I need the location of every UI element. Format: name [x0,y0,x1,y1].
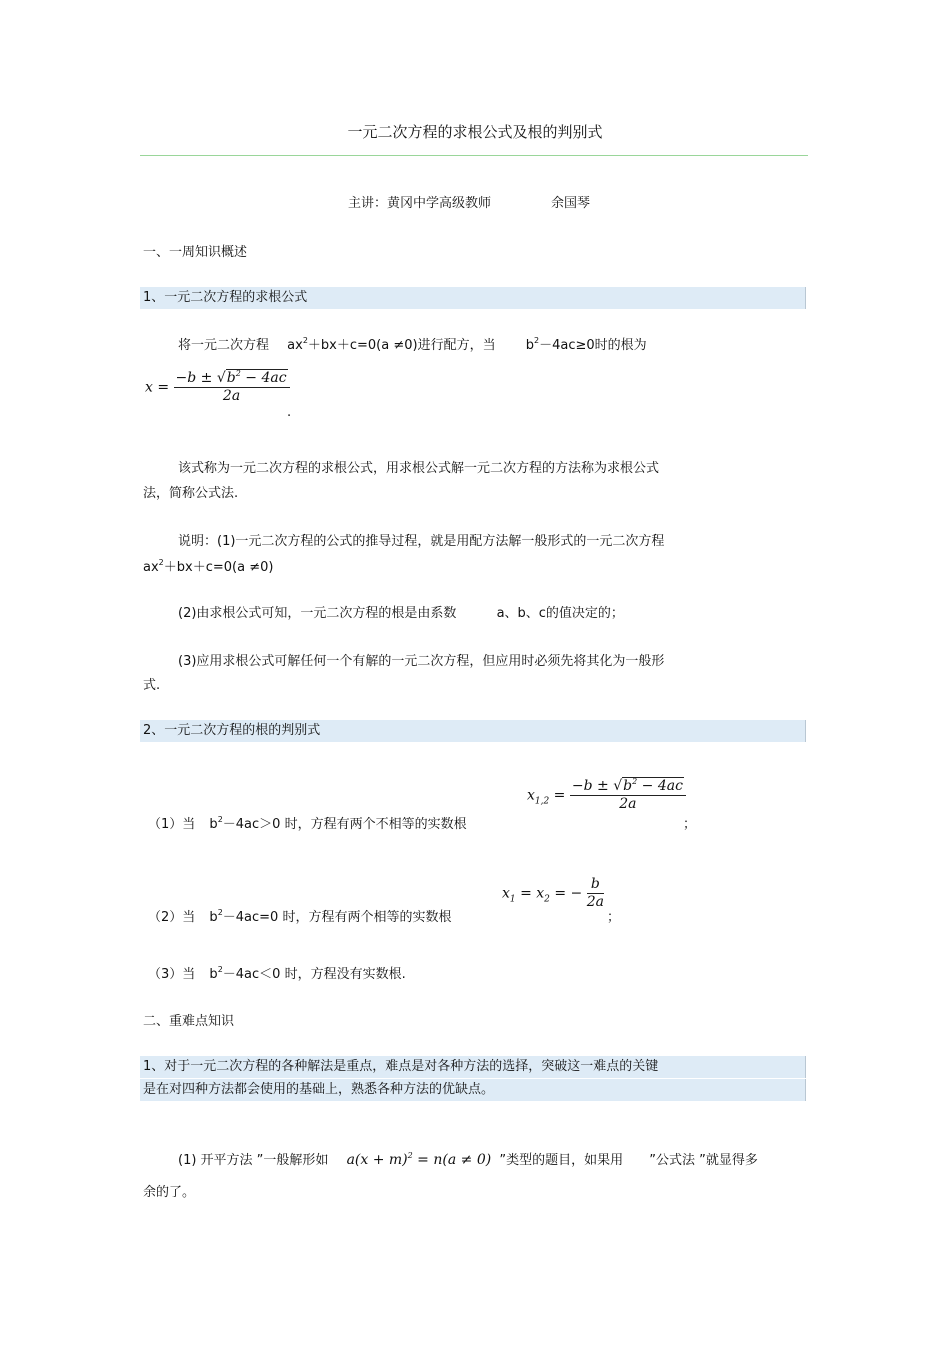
band-2-text: 2、一元二次方程的根的判别式 [143,723,321,738]
paragraph-6-line-2: 余的了。 [143,1185,196,1200]
case-1-fraction: $\frac{-b \pm √b^2 - 4ac}{2a}$ [570,778,686,813]
section-band-2 [140,720,806,742]
p6-form-sup: 2 [407,1151,413,1160]
section-band-3-line-1 [140,1056,806,1078]
p1-text-e: b [525,338,535,353]
case-1-sub: 1,2 [534,796,550,807]
case-2-eq-neg: = − [549,885,583,902]
section-band-3-line-2 [140,1079,806,1101]
case-1-a: （1）当 [148,817,196,832]
case-2-sub2: 2 [544,894,550,905]
case-2-x1: x [502,885,510,902]
p1-text-f: －4ac≥0时的根为 [539,338,647,353]
case-2-end: ； [607,910,621,925]
case-2-eq-x2: = x [515,885,545,902]
page-title: 一元二次方程的求根公式及根的判别式 [347,123,603,141]
case-2 [148,906,451,925]
case-2-a: （2）当 [148,910,196,925]
paragraph-2-line-1: 该式称为一元二次方程的求根公式，用求根公式解一元二次方程的方法称为求根公式 [178,461,660,476]
paragraph-4 [178,602,624,621]
p1-text-b: ax [287,338,303,353]
formula-4ac: − 4ac [240,370,287,386]
section-band-1 [140,287,806,309]
section-heading-2: 二、重难点知识 [143,1014,235,1029]
case-2-denominator: 2a [586,894,604,910]
case-3-a: （3）当 [148,967,196,982]
p4-text-a: (2)由求根公式可知，一元二次方程的根是由系数 [178,606,457,621]
case-1-formula [527,778,686,813]
case-1-b: b [209,817,218,832]
case-1 [148,813,467,832]
paragraph-2-line-2: 法，简称公式法. [143,486,239,501]
p1-sup-2: 2 [534,336,540,345]
lecturer-name: 余国琴 [551,196,591,211]
band-3-text-a: 1、对于一元二次方程的各种解法是重点，难点是对各种方法的选择，突破这一难点的关键 [143,1059,659,1074]
case-2-fraction [587,876,604,911]
p3-text-c: ＋bx＋c=0(a ≠0) [163,560,274,575]
case-2-b: b [209,910,218,925]
paragraph-3-line-2 [143,556,273,575]
p1-text-d: 进行配方，当 [417,338,496,353]
case-3-c: －4ac＜0 时，方程没有实数根. [222,967,406,982]
case-2-numerator: b [587,876,604,894]
case-3-b: b [209,967,218,982]
formula-lhs: x = [145,379,170,396]
case-1-sup: 2 [217,815,223,824]
title-divider [140,155,808,156]
formula-sup: 2 [235,369,241,378]
p6-text-a: (1) 开平方法 ”一般解形如 [178,1153,329,1168]
case-1-x: x [527,787,535,804]
paragraph-5-line-1: (3)应用求根公式可解任何一个有解的一元二次方程，但应用时必须先将其化为一般形 [178,654,665,669]
p6-form-a: a(x + m) [346,1152,408,1168]
case-2-sup: 2 [217,908,223,917]
quadratic-formula [145,370,290,405]
p3-text-b: ax [143,560,159,575]
p3-sup: 2 [158,558,164,567]
paragraph-3-line-1: 说明：(1)一元二次方程的公式的推导过程，就是用配方法解一般形式的一元二次方程 [178,534,665,549]
p1-text-c: ＋bx＋c=0(a ≠0) [307,338,418,353]
lecturer-label: 主讲：黄冈中学高级教师 [348,196,492,211]
p6-formula [347,1152,492,1168]
case-1-denominator: 2a [619,796,637,812]
p4-text-b: a、b、c的值决定的； [496,606,624,621]
formula-b: b [226,370,236,386]
case-1-end: ； [683,817,697,832]
case-1-eq: = [549,787,566,804]
p1-text-a: 将一元二次方程 [178,338,270,353]
section-heading-1: 一、一周知识概述 [143,245,248,260]
case-1-formula-sup: 2 [632,777,638,786]
paragraph-1 [178,334,647,353]
p6-text-b: ”类型的题目，如果用 [499,1153,624,1168]
formula-denominator: 2a [222,388,241,404]
paragraph-5-line-2: 式. [143,678,161,693]
case-2-sub1: 1 [509,894,516,905]
case-2-c: －4ac=0 时，方程有两个相等的实数根 [222,910,452,925]
band-1-text: 1、一元二次方程的求根公式 [143,290,308,305]
case-2-formula [502,876,604,911]
case-1-b2: b [623,778,633,794]
p6-form-b: = n(a ≠ 0) [412,1152,492,1168]
formula-period: . [287,405,292,420]
formula-neg-b: −b ± [175,370,213,386]
formula-fraction: $\frac{-b \pm √b^2 - 4ac}{2a}$ [174,370,290,405]
band-3-text-b: 是在对四种方法都会使用的基础上，熟悉各种方法的优缺点。 [143,1082,495,1097]
case-1-c: －4ac＞0 时，方程有两个不相等的实数根 [222,817,467,832]
p6-text-c: ”公式法 ”就显得多 [649,1153,758,1168]
p1-sup-1: 2 [302,336,308,345]
case-3-sup: 2 [217,965,223,974]
case-1-4ac: − 4ac [637,778,683,794]
case-1-neg-b: −b ± [571,778,609,794]
case-3 [148,963,406,982]
paragraph-6-line-1 [178,1149,758,1168]
